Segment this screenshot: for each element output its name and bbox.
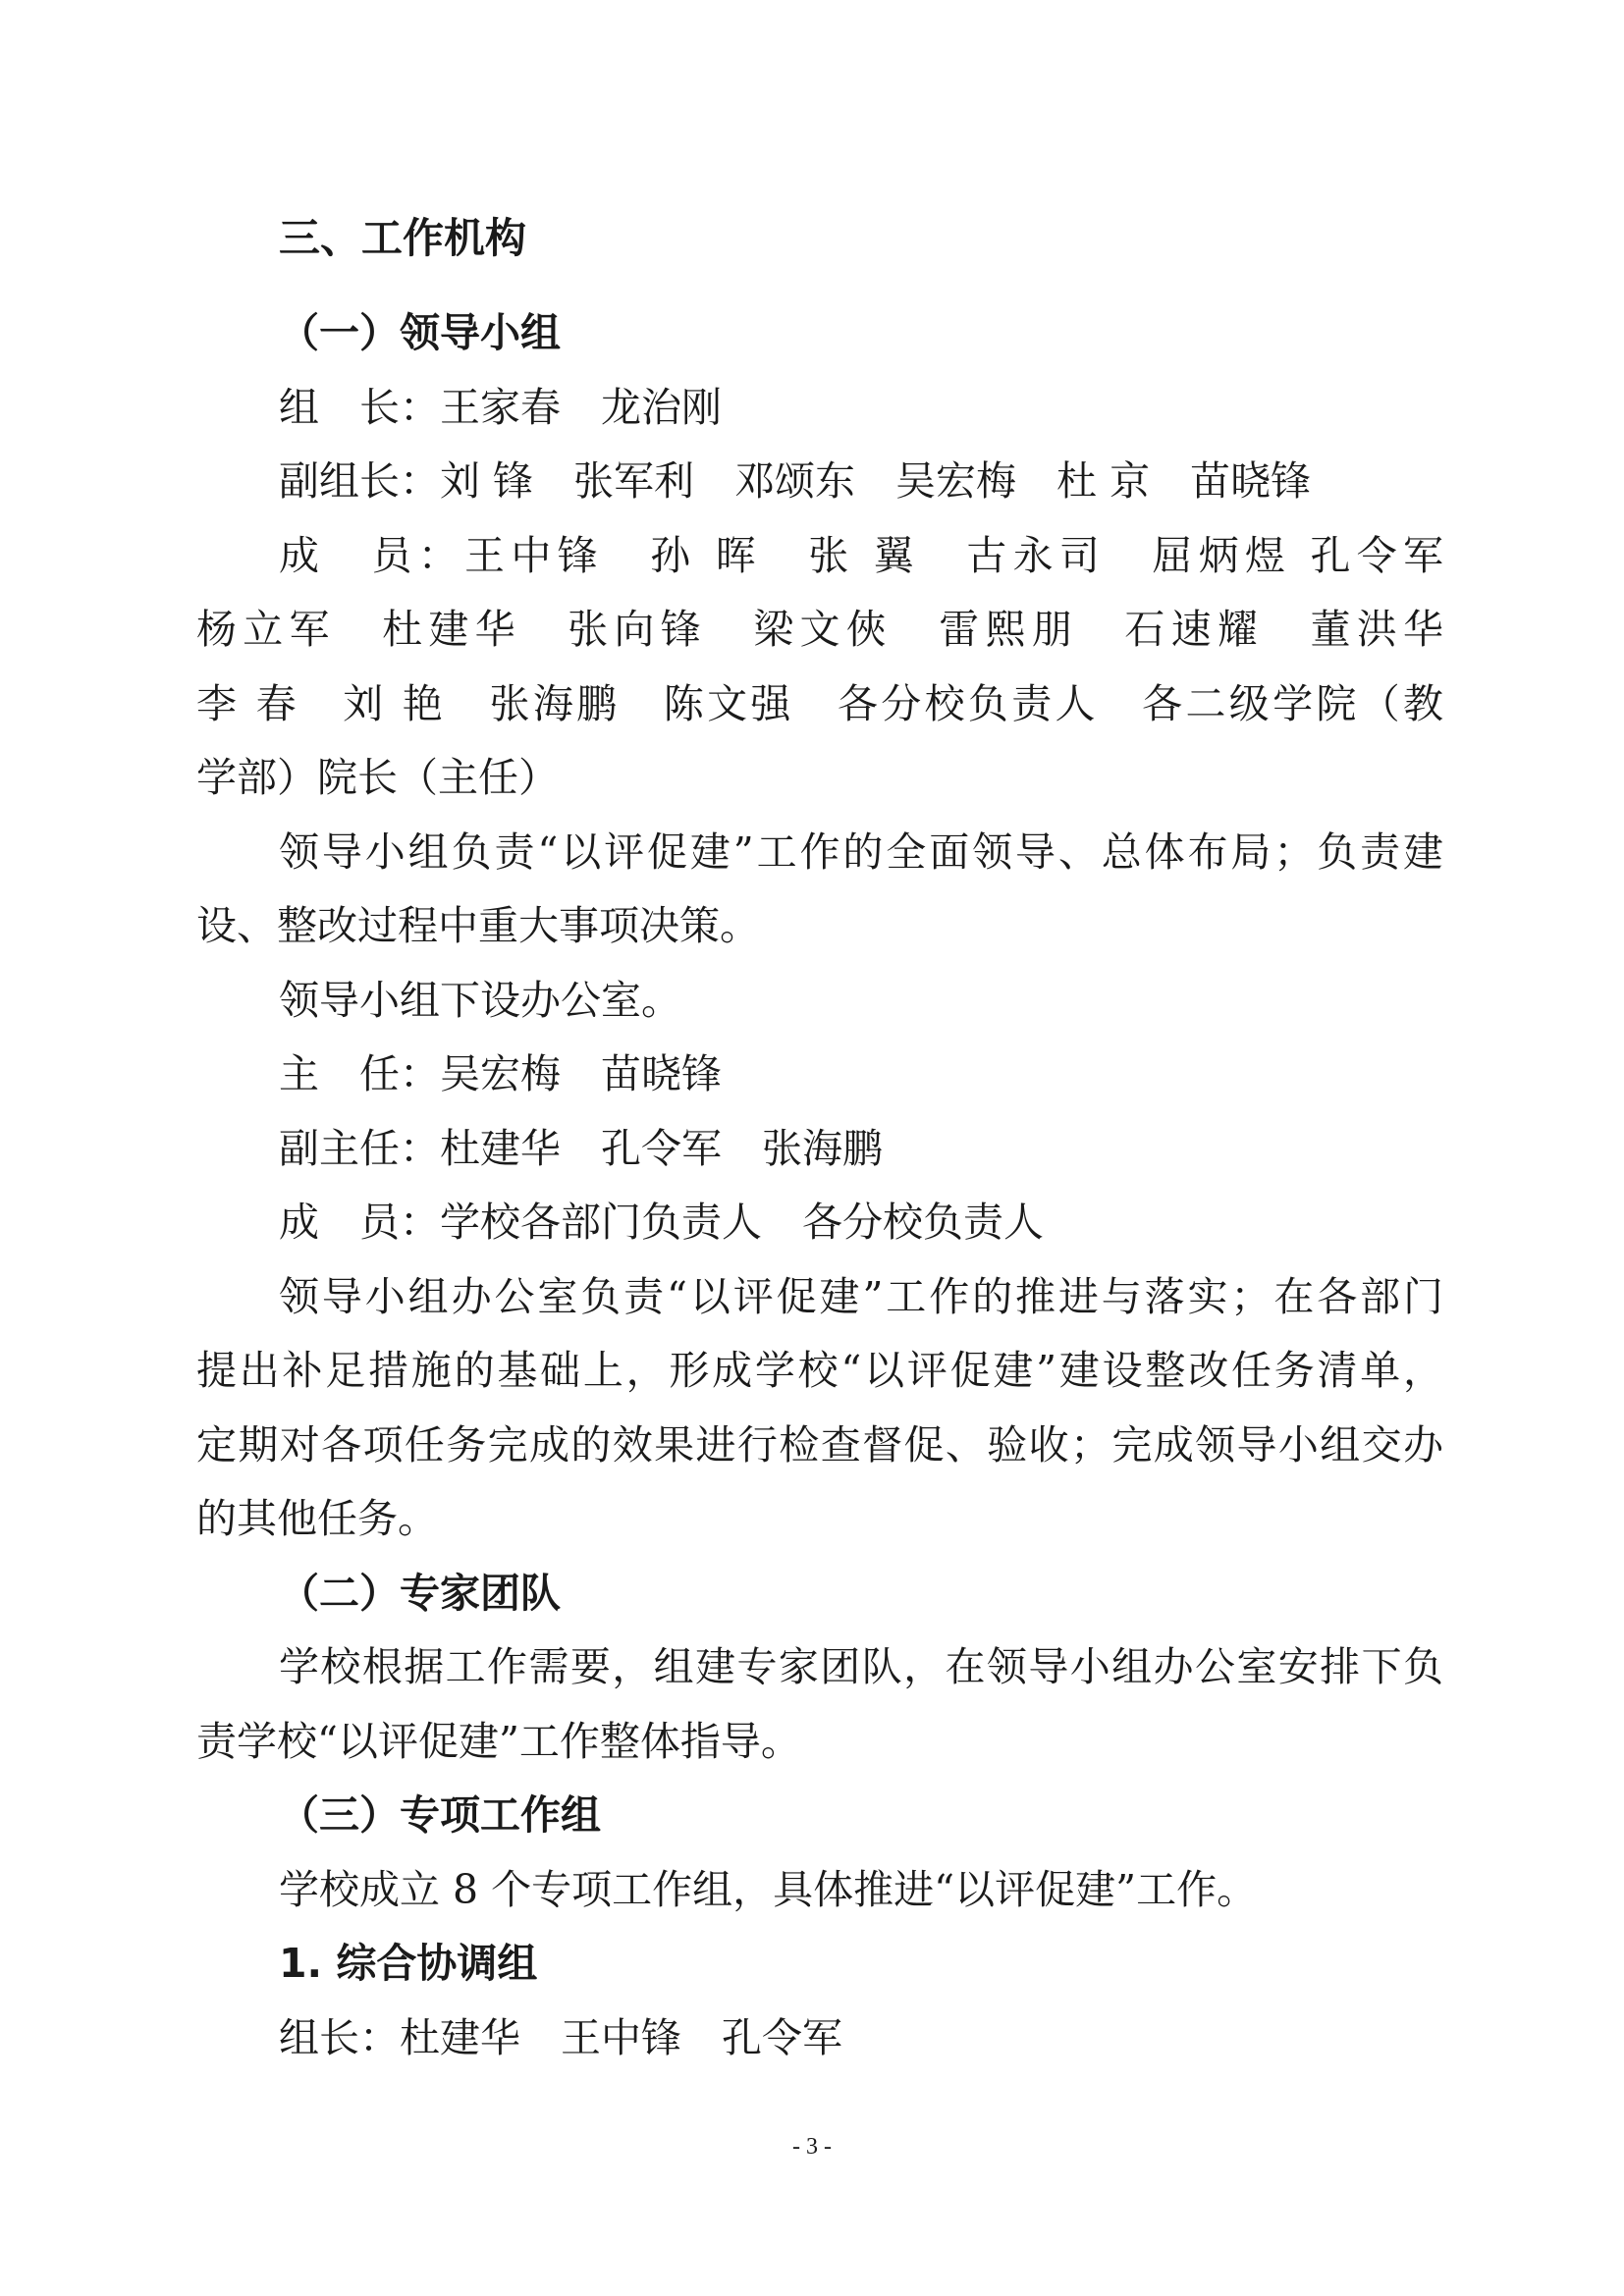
expert-team-heading: （二）专家团队: [279, 1570, 561, 1617]
office-duty: 定期对各项任务完成的效果进行检查督促、验收；完成领导小组交办: [196, 1421, 1443, 1468]
leading-group-deputy: 副组长：刘 锋 张军利 邓颂东 吴宏梅 杜 京 苗晓锋: [279, 457, 1312, 505]
leading-group-duty: 领导小组负责“以评促建”工作的全面领导、总体布局；负责建: [279, 828, 1443, 876]
expert-team-text: 学校根据工作需要，组建专家团队，在领导小组办公室安排下负: [279, 1643, 1443, 1690]
office-duty: 的其他任务。: [196, 1495, 438, 1542]
leading-group-heading: （一）领导小组: [279, 309, 561, 356]
special-groups-heading: （三）专项工作组: [279, 1791, 601, 1839]
office-duty: 提出补足措施的基础上，形成学校“以评促建”建设整改任务清单，: [196, 1347, 1443, 1394]
special-groups-intro: 学校成立 8 个专项工作组，具体推进“以评促建”工作。: [279, 1866, 1258, 1913]
expert-team-text: 责学校“以评促建”工作整体指导。: [196, 1718, 801, 1765]
office-duty: 领导小组办公室负责“以评促建”工作的推进与落实；在各部门: [279, 1273, 1443, 1320]
section-title: 三、工作机构: [279, 214, 527, 262]
members-line: 成 员：王中锋 孙 晖 张 翼 古永司 屈炳煜 孔令军: [279, 532, 1443, 579]
office-deputy: 副主任：杜建华 孔令军 张海鹏: [279, 1125, 883, 1172]
office-intro: 领导小组下设办公室。: [279, 977, 681, 1024]
group1-leader: 组长：杜建华 王中锋 孔令军: [279, 2014, 842, 2061]
office-members: 成 员：学校各部门负责人 各分校负责人: [279, 1199, 1044, 1246]
page-number: - 3 -: [792, 2134, 832, 2160]
leading-group-leader: 组 长：王家春 龙治刚: [279, 384, 722, 431]
group1-heading: 1. 综合协调组: [279, 1940, 538, 1987]
members-line: 学部）院长（主任）: [196, 754, 559, 801]
members-line: 杨立军 杜建华 张向锋 梁文俠 雷熙朋 石速耀 董洪华: [196, 606, 1443, 653]
members-line: 李 春 刘 艳 张海鹏 陈文强 各分校负责人 各二级学院（教: [196, 680, 1443, 727]
leading-group-duty: 设、整改过程中重大事项决策。: [196, 902, 760, 949]
office-director: 主 任：吴宏梅 苗晓锋: [279, 1050, 722, 1097]
